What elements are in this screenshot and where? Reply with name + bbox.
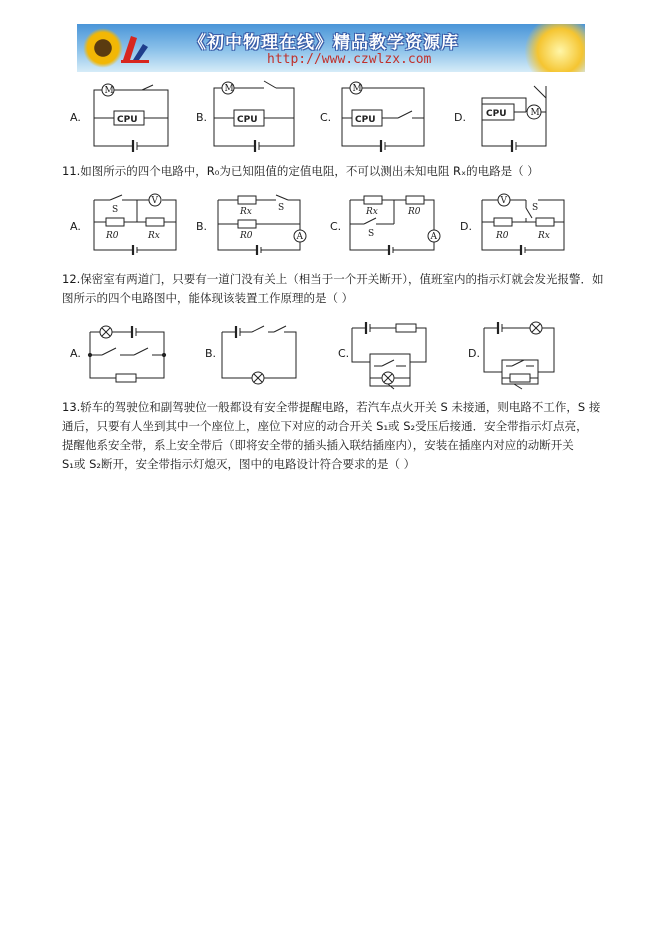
header-banner [77, 24, 585, 72]
q10-option-a: A. [70, 111, 81, 124]
site-logo-icon [117, 30, 153, 66]
header-url: http://www.czwlzx.com [267, 52, 432, 67]
q12-circuit-b [218, 322, 302, 384]
svg-text:S: S [532, 203, 539, 213]
q11-option-d: D. [460, 220, 472, 233]
svg-text:R0: R0 [240, 231, 253, 241]
svg-text:S: S [112, 205, 119, 215]
q11-circuit-d [476, 190, 576, 258]
svg-text:Rx: Rx [366, 207, 378, 217]
q10-circuit-c [336, 78, 436, 154]
q11-option-c: C. [330, 220, 342, 233]
svg-text:CPU: CPU [486, 109, 507, 119]
svg-text:S: S [368, 229, 375, 239]
svg-text:R0: R0 [106, 231, 119, 241]
svg-text:M: M [224, 84, 234, 94]
svg-text:R0: R0 [496, 231, 509, 241]
q11-text: 11.如图所示的四个电路中，R₀为已知阻值的定值电阻，不可以测出未知电阻 Rₓ的电路是（ ） [62, 164, 539, 178]
q10-option-b: B. [196, 111, 208, 124]
q12-circuit-c [348, 318, 432, 390]
q11-option-a: A. [70, 220, 81, 233]
q12-text: 12.保密室有两道门，只要有一道门没有关上（相当于一个开关断开），值班室内的指示灯就会发光报警．如 图所示的四个电路图中，能体现该装置工作原理的是（ ） [62, 272, 604, 305]
q10-circuit-b [210, 78, 310, 154]
q12-circuit-d [480, 318, 564, 390]
svg-text:M: M [530, 108, 540, 118]
svg-text:A: A [296, 232, 303, 242]
sun-icon [525, 24, 585, 72]
svg-text:CPU: CPU [355, 115, 376, 125]
svg-text:V: V [151, 196, 158, 206]
q13-text: 13.轿车的驾驶位和副驾驶位一般都设有安全带提醒电路，若汽车点火开关 S 未接通，则电路不工作，S 接 通后，只要有人坐到其中一个座位上，座位下对应的动合开关 S₁或 S₂受压后接通．安全带指示灯点亮， 提醒他系安全带，系上安全带后（即将安全带的插头插入联结插座内），安装在插座内对应的动断开关 S₁或 S₂断开，安全带指示灯熄灭，图中的电路设计符合要求的是（ ） [62, 400, 601, 471]
q10-option-c: C. [320, 111, 332, 124]
svg-text:Rx: Rx [240, 207, 252, 217]
svg-text:Rx: Rx [148, 231, 160, 241]
q11-circuit-c [344, 190, 444, 258]
svg-text:A: A [430, 232, 437, 242]
q12-option-b: B. [205, 347, 217, 360]
motor-label: M [104, 86, 114, 96]
q10-circuit-d [468, 78, 568, 154]
q11-circuit-b [212, 190, 312, 258]
q11-option-b: B. [196, 220, 208, 233]
svg-text:Rx: Rx [538, 231, 550, 241]
q10-option-d: D. [454, 111, 466, 124]
q12-circuit-a [86, 322, 170, 384]
svg-text:S: S [278, 203, 285, 213]
q12-option-a: A. [70, 347, 81, 360]
header-title: 《初中物理在线》精品教学资源库 [189, 33, 459, 53]
q10-circuit-a [88, 82, 178, 154]
svg-text:CPU: CPU [117, 115, 138, 125]
q12-option-d: D. [468, 347, 480, 360]
svg-text:CPU: CPU [237, 115, 258, 125]
svg-text:V: V [500, 196, 507, 206]
q11-circuit-a [88, 190, 184, 258]
svg-text:R0: R0 [408, 207, 421, 217]
svg-text:M: M [352, 84, 362, 94]
q12-option-c: C. [338, 347, 350, 360]
